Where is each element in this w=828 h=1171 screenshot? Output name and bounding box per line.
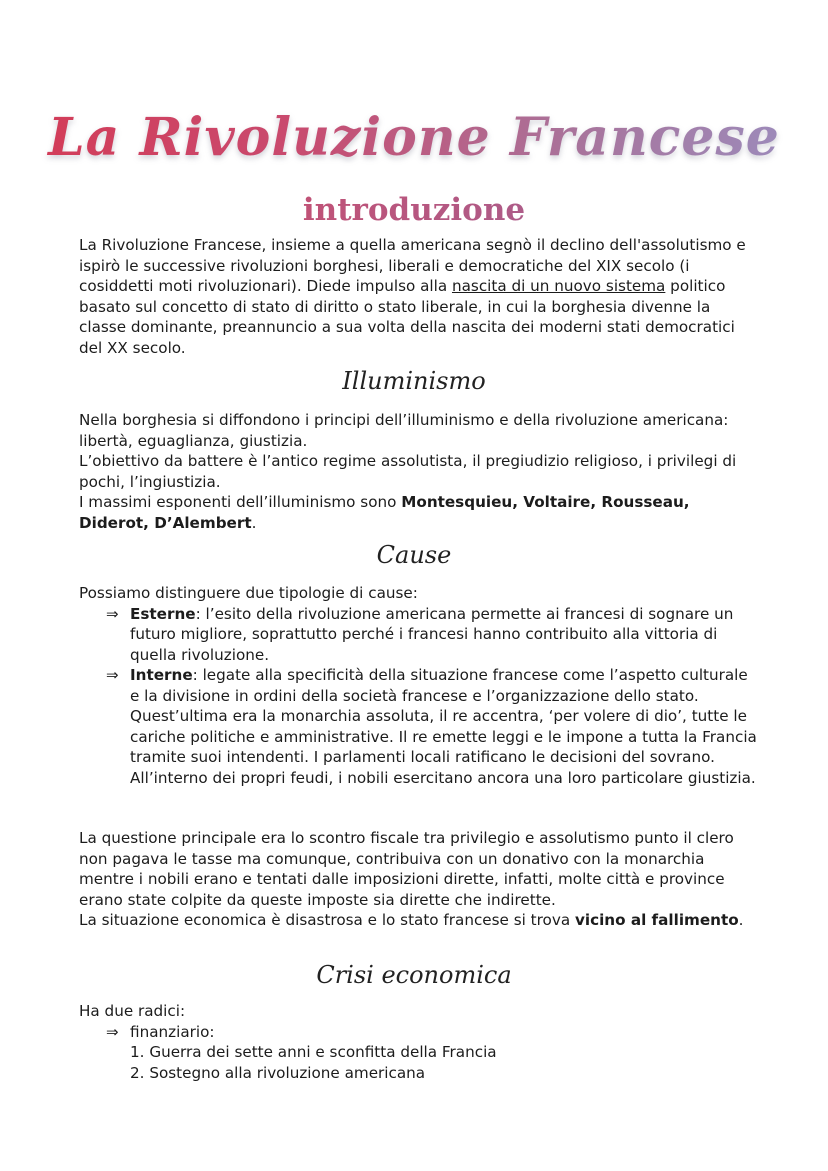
illuminismo-section xyxy=(79,410,759,533)
intro-text-2: politico basato sul concetto di stato di diritto o stato liberale, in cui la borghesia divenne la classe dominante, preannuncio a sua volta della nascita dei moderni stati democratici del XX secolo. xyxy=(79,277,735,357)
list-item xyxy=(79,1022,759,1043)
arrow-icon: ⇒ xyxy=(106,1022,119,1041)
illuminismo-names: Montesquieu, Voltaire, Rousseau, Diderot, D’Alembert xyxy=(79,493,690,532)
cause-intro: Possiamo distinguere due tipologie di cause: xyxy=(79,584,418,602)
crisi-numbered-list xyxy=(79,1042,759,1083)
heading-crisi-economica: Crisi economica xyxy=(316,961,512,989)
list-item xyxy=(79,665,759,788)
heading-illuminismo: Illuminismo xyxy=(342,367,486,395)
cause-label-interne: Interne xyxy=(130,666,193,684)
arrow-icon: ⇒ xyxy=(106,666,119,684)
fiscal-conclusion-bold: vicino al fallimento xyxy=(574,911,739,929)
fiscal-conclusion-text: La situazione economica è disastrosa e lo stato francese si trova xyxy=(79,911,575,929)
heading-cause: Cause xyxy=(376,541,452,569)
cause-label-esterne: Esterne xyxy=(130,604,196,623)
section-title-introduzione: introduzione xyxy=(0,188,828,232)
fiscal-conclusion xyxy=(79,910,759,931)
crisi-item-finanziario: finanziario: xyxy=(130,1022,215,1041)
cause-text-interne: : legate alla specificità della situazione francese come l’aspetto culturale e la divisione in ordini della società francese e l’organizzazione dello stato. Quest’ultima era la monarchia assoluta, il re accentra, ‘per volere di dio’, tutte le cariche politiche e amministrative. Il re emette leggi e le impone a tutta la Francia tramite suoi intendenti. I parlamenti locali ratificano le decisioni del sovrano. All’interno dei propri feudi, i nobili esercitano ancora una loro particolare giustizia. xyxy=(130,666,757,787)
crisi-intro: Ha due radici: xyxy=(79,1002,186,1020)
cause-section xyxy=(79,583,759,788)
illuminismo-p3-text: I massimi esponenti dell’illuminismo sono xyxy=(79,493,402,511)
crisi-section xyxy=(79,1001,759,1083)
illuminismo-p2: L’obiettivo da battere è l’antico regime assolutista, il pregiudizio religioso, i privilegi di pochi, l’ingiustizia. xyxy=(79,452,737,491)
illuminismo-p1: Nella borghesia si diffondono i principi dell’illuminismo e della rivoluzione americana: libertà, eguaglianza, giustizia. xyxy=(79,411,729,450)
fiscal-paragraph: La questione principale era lo scontro fiscale tra privilegio e assolutismo punto il clero non pagava le tasse ma comunque, contribuiva con un donativo con la monarchia mentre i nobili erano e tentati dalle imposizioni dirette, infatti, molte città e province erano state colpite da queste imposte sia dirette che indirette. xyxy=(79,829,734,909)
illuminismo-p3-end: . xyxy=(251,513,257,532)
intro-text-1: La Rivoluzione Francese, insieme a quella americana segnò il declino dell'assolutismo e ispirò le successive rivoluzioni borghesi, liberali e democratiche del XIX secolo (i cosiddetti moti rivoluzionari). Diede impulso alla xyxy=(79,236,746,295)
list-item xyxy=(79,604,759,666)
intro-paragraph xyxy=(79,235,759,358)
page-title: La Rivoluzione Francese xyxy=(0,104,828,172)
fiscal-section xyxy=(79,828,759,931)
arrow-icon: ⇒ xyxy=(106,604,119,623)
illuminismo-p3 xyxy=(79,492,759,533)
cause-list xyxy=(79,604,759,789)
crisi-list xyxy=(79,1022,759,1043)
intro-underlined-text: nascita di un nuovo sistema xyxy=(451,277,666,295)
list-item: 2. Sostegno alla rivoluzione americana xyxy=(130,1063,426,1082)
cause-text-esterne: : l’esito della rivoluzione americana permette ai francesi di sognare un futuro migliore, soprattutto perché i francesi hanno contribuito alla vittoria di quella rivoluzione. xyxy=(130,604,734,664)
fiscal-conclusion-end: . xyxy=(738,911,744,929)
list-item: 1. Guerra dei sette anni e sconfitta della Francia xyxy=(130,1043,497,1061)
